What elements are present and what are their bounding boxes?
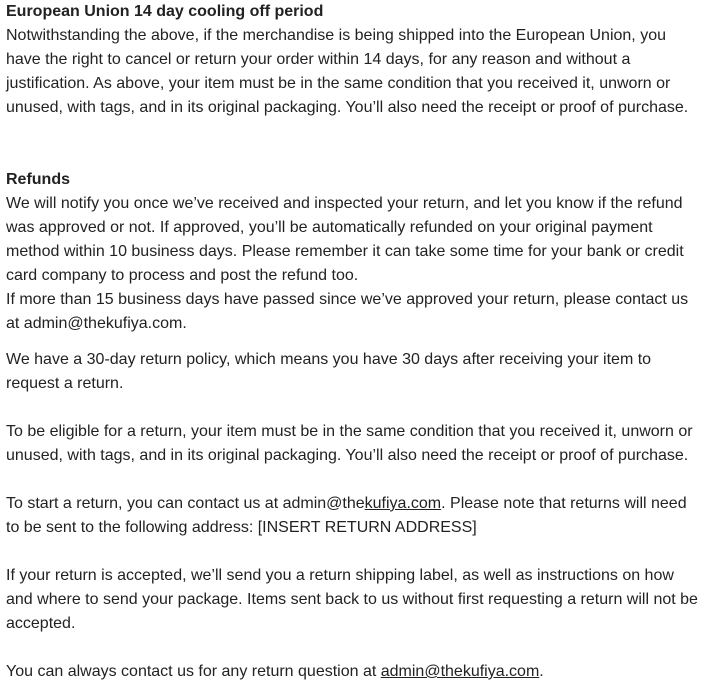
contact-text-before: You can always contact us for any return question at [6, 663, 381, 680]
return-policy-paragraph: We have a 30-day return policy, which means you have 30 days after receiving your item to request a return. [6, 351, 652, 392]
contact-email-link[interactable]: admin@thekufiya.com [380, 663, 540, 680]
refunds-section [6, 168, 698, 336]
eu-cooling-off-heading: European Union 14 day cooling off period [6, 3, 324, 20]
start-return-text-before: To start a return, you can contact us at admin@the [6, 495, 365, 512]
accepted-return-paragraph: If your return is accepted, we’ll send you a return shipping label, as well as instructions on how and where to send your package. Items sent back to us without first requesting a return will not be accepted. [6, 567, 698, 632]
start-return-paragraph [6, 492, 698, 540]
start-return-email-link[interactable]: kufiya.com [364, 495, 442, 512]
eligibility-paragraph: To be eligible for a return, your item must be in the same condition that you received it, unworn or unused, with tags, and in its original packaging. You’ll also need the receipt or proof of purchase. [6, 423, 693, 464]
contact-text-after: . [539, 663, 544, 680]
refunds-text: We will notify you once we’ve received and inspected your return, and let you know if the refund was approved or not. If approved, you’ll be automatically refunded on your original payment method within 10 business days. Please remember it can take some time for your bank or credit card company to process and post the refund too. [6, 195, 684, 284]
refunds-followup-text: If more than 15 business days have passed since we’ve approved your return, please contact us at admin@thekufiya.com. [6, 291, 689, 332]
eu-cooling-off-section [6, 0, 698, 120]
refunds-heading: Refunds [6, 171, 70, 188]
start-return-text-after: . Please note that returns will need to be sent to the following address: [INSERT RETURN ADDRESS] [6, 495, 687, 536]
eu-cooling-off-text: Notwithstanding the above, if the merchandise is being shipped into the European Union, you have the right to cancel or return your order within 14 days, for any reason and without a justification. As above, your item must be in the same condition that you received it, unworn or unused, with tags, and in its original packaging. You’ll also need the receipt or proof of purchase. [6, 27, 689, 116]
contact-paragraph [6, 660, 698, 684]
